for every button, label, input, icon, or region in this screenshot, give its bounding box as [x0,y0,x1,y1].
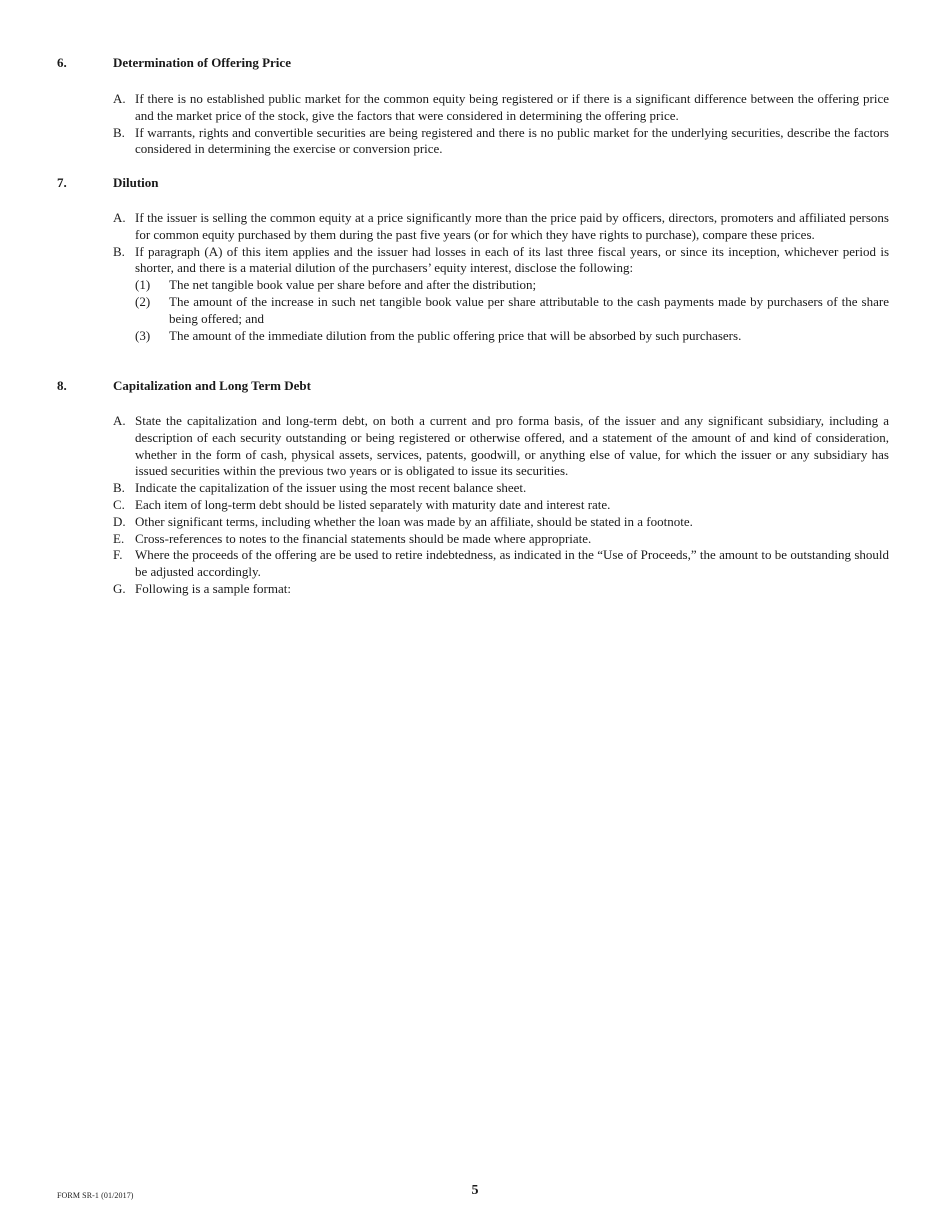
item-letter: A. [113,413,126,428]
item-text: Where the proceeds of the offering are be used to retire indebtedness, as indicated in the “Use of Proceeds,” the amount to be outstanding should be adjusted accordingly. [135,547,889,580]
sub-item-text: The amount of the immediate dilution from the public offering price that will be absorbed by such purchasers. [169,327,742,343]
item-letter: G. [113,580,126,596]
section-number: 8. [57,378,67,393]
section-7-items [113,210,889,344]
list-item [113,480,889,497]
item-text: Other significant terms, including whether the loan was made by an affiliate, should be stated in a footnote. [135,513,693,529]
sub-item-number: (3) [135,327,151,343]
item-text: Each item of long-term debt should be listed separately with maturity date and interest rate. [135,496,611,512]
section-title: Determination of Offering Price [113,55,291,70]
item-letter: C. [113,496,125,512]
list-item [113,413,889,480]
section-title: Capitalization and Long Term Debt [113,378,311,393]
sub-list-item [135,277,889,294]
item-text: If the issuer is selling the common equity at a price significantly more than the price paid by officers, directors, promoters and affiliated persons for common equity purchased by them during the past five years (or for which they have rights to purchase), compare these prices. [135,210,889,242]
section-8-items [113,413,889,598]
item-text: If warrants, rights and convertible securities are being registered and there is no public market for the underlying securities, describe the factors considered in determining the exercise or conversion price. [135,124,889,157]
item-letter: A. [113,210,126,225]
sub-item-text: The amount of the increase in such net tangible book value per share attributable to the cash payments made by purchasers of the share being offered; and [169,293,889,326]
section-number: 6. [57,55,67,70]
page-number: 5 [471,1183,479,1198]
list-item [113,581,889,598]
item-text: If there is no established public market for the common equity being registered or if there is a significant difference between the offering price and the market price of the stock, give the factors that were considered in determining the offering price. [135,91,889,123]
item-text: Following is a sample format: [135,580,291,596]
item-letter: E. [113,530,125,546]
item-text: State the capitalization and long-term debt, on both a current and pro forma basis, of the issuer and any significant subsidiary, including a description of each security outstanding or being registered or otherwise offered, and a statement of the amount of and kind of consideration, whether in the form of cash, physical assets, services, patents, goodwill, or anything else of value, for which the issuer or any subsidiary has issued securities within the previous two years or is obligated to issue its securities. [135,413,889,479]
section-title: Dilution [113,175,159,190]
sub-item-number: (2) [135,293,151,309]
section-number: 7. [57,175,67,190]
sub-item-text: The net tangible book value per share before and after the distribution; [169,277,537,293]
sub-item-number: (1) [135,277,151,293]
item-letter: B. [113,124,125,140]
item-letter: D. [113,513,126,529]
item-text: If paragraph (A) of this item applies and the issuer had losses in each of its last three fiscal years, or since its inception, whichever period is shorter, and there is a material dilution of the purchasers’ equity interest, disclose the following: [135,243,889,276]
list-item [113,531,889,548]
section-6-items [113,91,889,158]
item-letter: B. [113,243,125,259]
item-letter: F. [113,547,123,563]
sub-list [135,277,889,344]
sub-list-item [135,294,889,328]
list-item [113,125,889,159]
item-letter: A. [113,91,126,106]
list-item [113,547,889,581]
item-text: Cross-references to notes to the financial statements should be made where appropriate. [135,530,592,546]
list-item [113,497,889,514]
list-item [113,210,889,244]
item-letter: B. [113,480,125,496]
list-item [113,91,889,125]
list-item [113,514,889,531]
item-text: Indicate the capitalization of the issuer using the most recent balance sheet. [135,480,527,496]
list-item [113,244,889,345]
form-identifier: FORM SR-1 (01/2017) [57,1191,134,1200]
sub-list-item [135,328,889,345]
